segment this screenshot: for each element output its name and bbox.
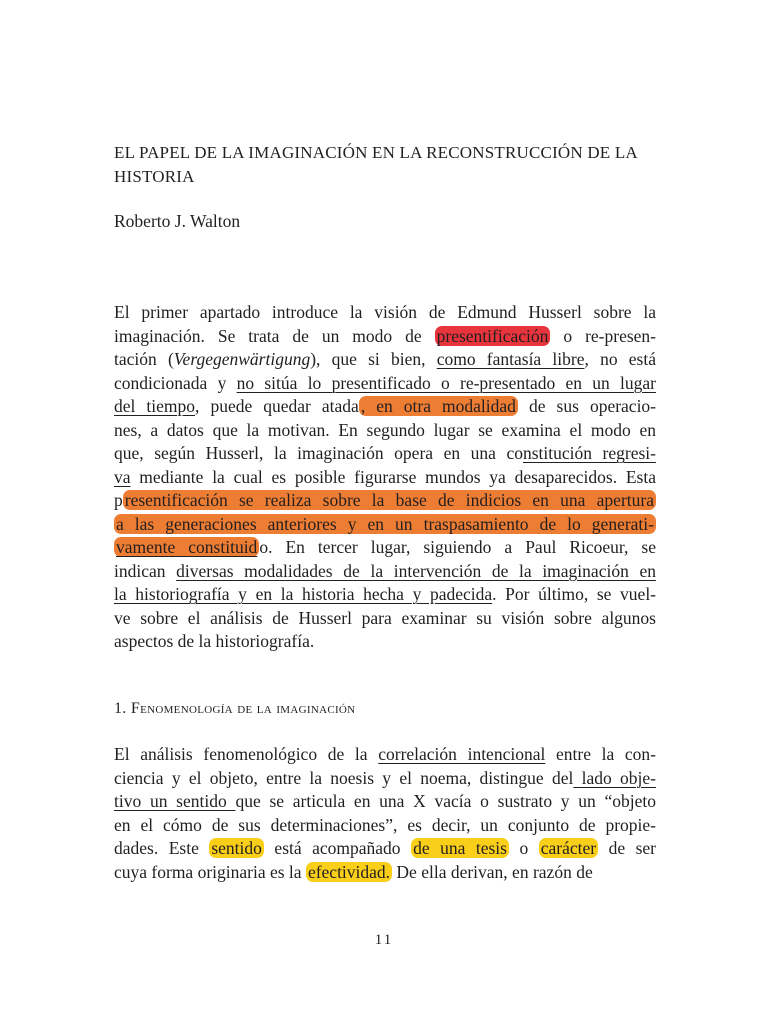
- text-line: [114, 466, 656, 490]
- text-line: [114, 325, 656, 349]
- text-run: en el cómo de sus determinaciones”, es decir, un conjunto de propie-: [114, 814, 656, 835]
- page-number: 11: [374, 932, 394, 948]
- text-line: [114, 790, 656, 814]
- article-title: EL PAPEL DE LA IMAGINACIÓN EN LA RECONSTRUCCIÓN DE LA HISTORIA: [114, 143, 637, 186]
- text-run: o re-presen-: [550, 325, 656, 346]
- text-line: [114, 536, 656, 560]
- text-line: [114, 513, 656, 537]
- text-run: . Por último, se vuel-: [492, 584, 657, 604]
- text-line: [114, 442, 656, 466]
- section-heading: 1. Fenomenología de la imaginación: [114, 700, 356, 717]
- text-run: ciencia y el objeto, entre la noesis y el noema, distingue del: [114, 767, 574, 788]
- text-line: [114, 743, 656, 767]
- text-run: entre la con-: [545, 744, 657, 764]
- text-run: ve sobre el análisis de Husserl para examinar su visión sobre algunos: [114, 607, 656, 628]
- text-line: [114, 419, 656, 443]
- text-run: De ella derivan, en razón de: [392, 861, 593, 882]
- text-run: p: [114, 490, 123, 510]
- text-run: , puede quedar atada: [195, 396, 359, 416]
- text-line: [114, 560, 656, 584]
- abstract-paragraph: [114, 301, 656, 654]
- text-run: condicionada y: [114, 372, 237, 393]
- text-run: está acompañado: [263, 838, 412, 858]
- highlighted-text: sentido: [211, 838, 262, 858]
- highlighted-text: resentificación se realiza sobre la base de indicios en una apertura: [124, 490, 654, 510]
- article-author: Roberto J. Walton: [114, 211, 241, 231]
- underlined-text: correlación intencional: [378, 744, 546, 764]
- underlined-text: no sitúa lo presentificado o re-presentado en un lugar: [236, 372, 657, 393]
- text-line: [114, 348, 656, 372]
- text-run: Vergegenwärtigung: [173, 349, 311, 369]
- text-run: mediante la cual es posible figurarse mundos ya desaparecidos. Esta: [130, 466, 656, 487]
- text-run: cuya forma originaria es la: [114, 861, 306, 882]
- underlined-text: diversas modalidades de la intervención de la imaginación en: [176, 560, 656, 581]
- text-run: El primer apartado introduce la visión de Edmund Husserl sobre la: [114, 302, 656, 322]
- underlined-text: la historiografía y en la historia hecha y padecida: [114, 584, 493, 604]
- highlighted-text: de una tesis: [413, 838, 507, 858]
- text-line: [114, 301, 656, 325]
- text-run: que, según Husserl, la imaginación opera en una co: [114, 443, 523, 463]
- body-paragraph: [114, 743, 656, 884]
- text-line: [114, 861, 656, 885]
- highlighted-text: presentificación: [436, 325, 549, 346]
- text-line: [114, 767, 656, 791]
- highlighted-text: , en otra modalidad: [360, 396, 516, 416]
- text-line: [114, 372, 656, 396]
- underlined-text: del tiempo: [114, 396, 196, 416]
- highlighted-text: efectividad.: [307, 861, 391, 882]
- text-run: tación (: [114, 349, 174, 369]
- text-line: [114, 630, 656, 654]
- text-line: [114, 814, 656, 838]
- text-run: de ser: [598, 838, 656, 858]
- text-run: que se articula en una X vacía o sustrato y un “objeto: [235, 791, 656, 811]
- text-line: [114, 837, 656, 861]
- text-run: El análisis fenomenológico de la: [114, 744, 379, 764]
- underlined-text: tivo un sentido: [114, 791, 236, 811]
- text-run: indican: [114, 560, 177, 581]
- text-run: aspectos de la historiografía.: [114, 631, 315, 651]
- highlighted-text: vamente constituid: [116, 537, 258, 557]
- text-run: o: [508, 838, 539, 858]
- text-run: imaginación. Se trata de un modo de: [114, 325, 435, 346]
- text-line: [114, 395, 656, 419]
- text-run: ), que si bien,: [310, 349, 437, 369]
- underlined-text: lado obje-: [573, 767, 656, 788]
- text-line: [114, 583, 656, 607]
- text-line: [114, 489, 656, 513]
- text-run: nes, a datos que la motivan. En segundo lugar se examina el modo en: [114, 419, 656, 440]
- text-line: [114, 607, 656, 631]
- underlined-text: nstitución regresi-: [522, 443, 656, 463]
- highlighted-text: a las generaciones anteriores y en un traspasamiento de lo generati-: [116, 513, 654, 534]
- text-run: , no está: [584, 349, 656, 369]
- text-run: o. En tercer lugar, siguiendo a Paul Ricoeur, se: [259, 537, 656, 557]
- highlighted-text: carácter: [540, 838, 597, 858]
- text-run: de sus operacio-: [517, 396, 657, 416]
- underlined-text: va: [114, 466, 131, 487]
- text-run: dades. Este: [114, 838, 210, 858]
- underlined-text: como fantasía libre: [436, 349, 585, 369]
